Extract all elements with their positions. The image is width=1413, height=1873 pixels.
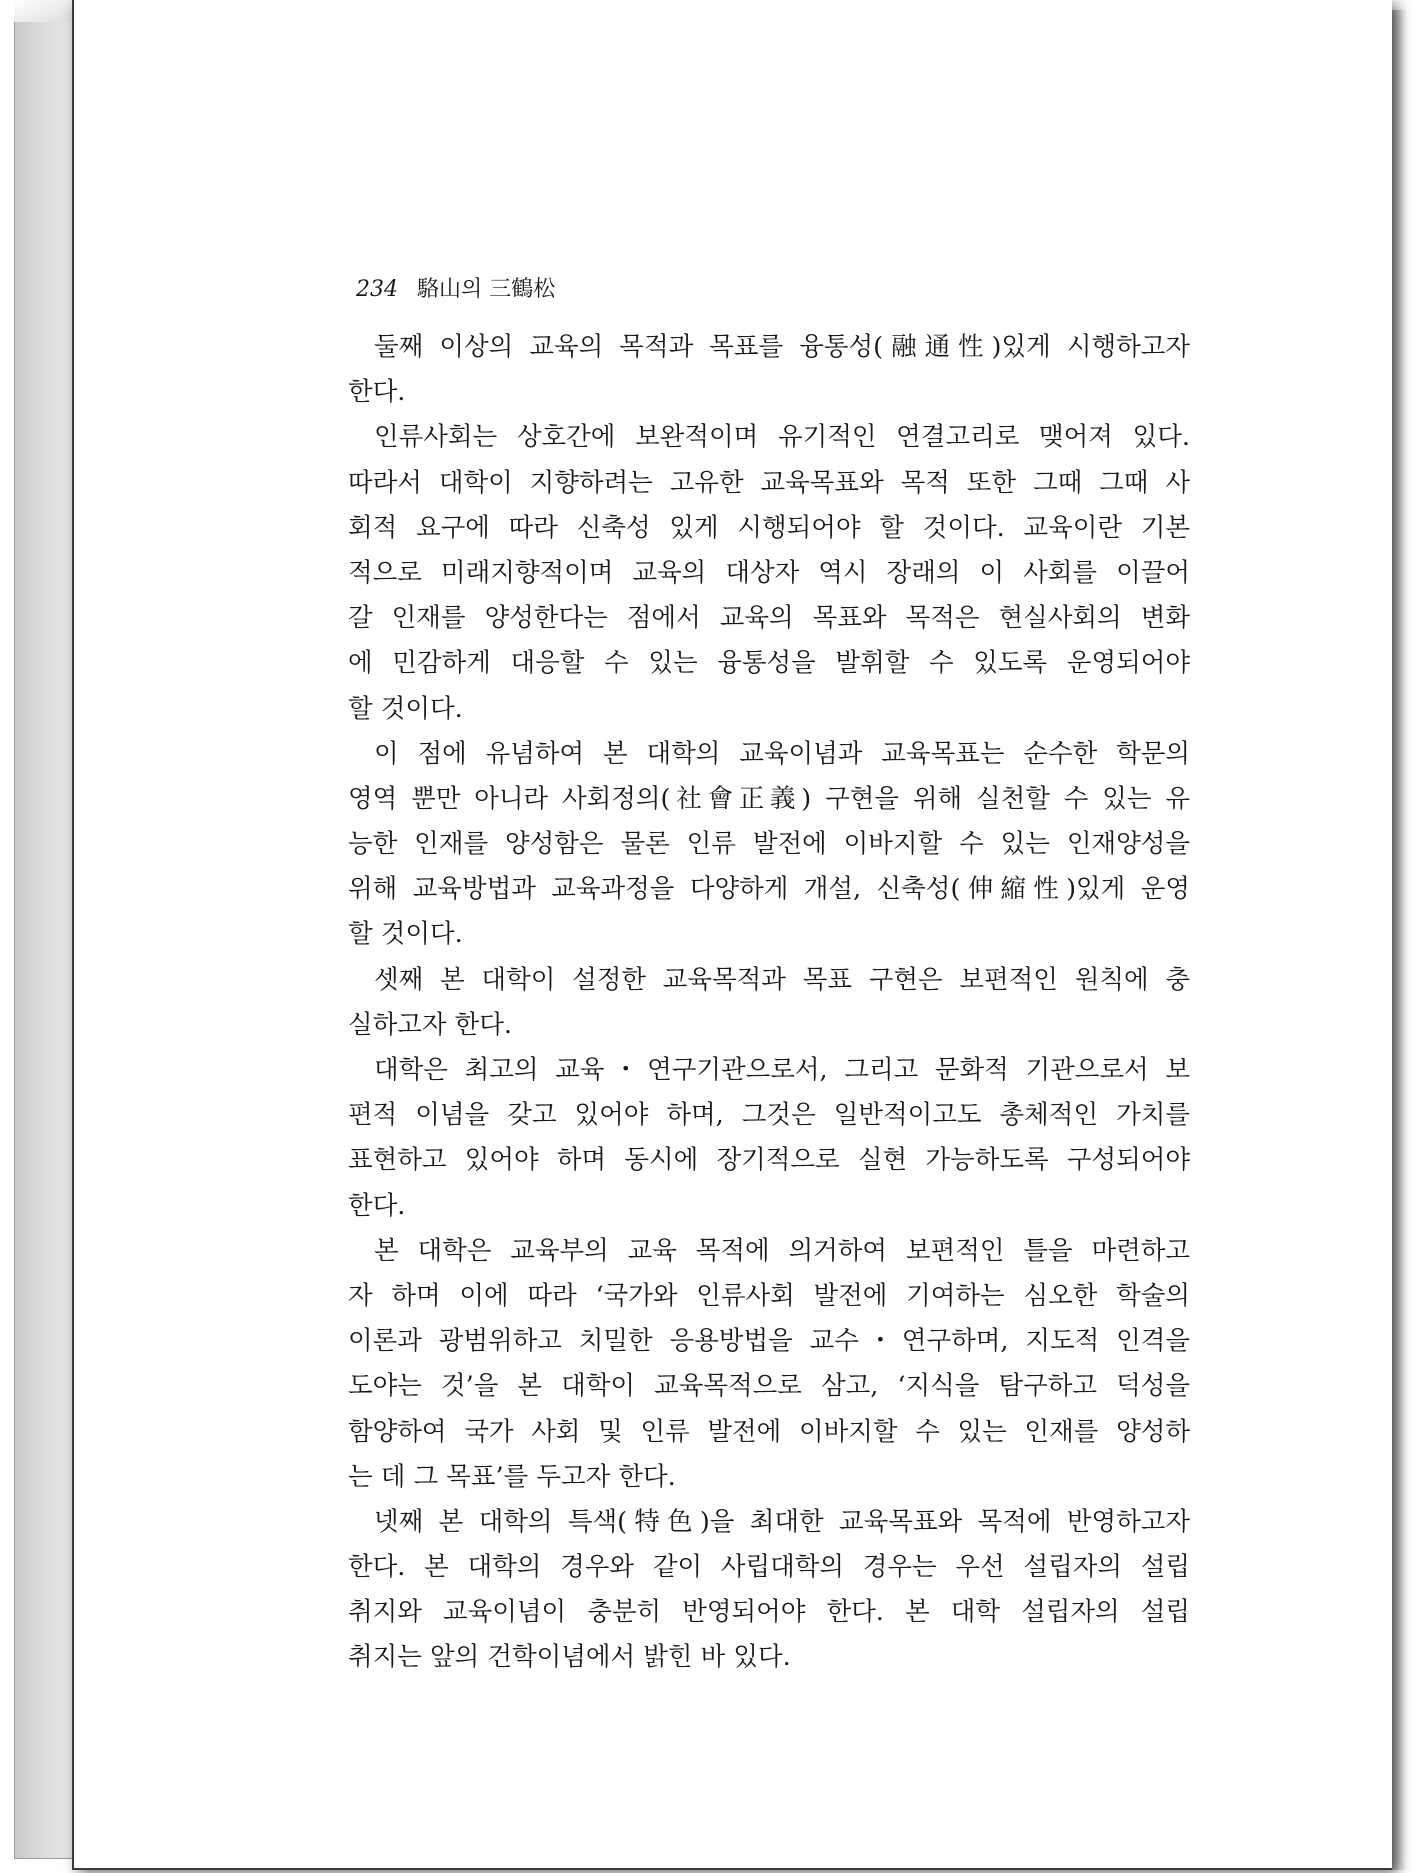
text-line: 할 것이다. [348,693,463,724]
text-line: 갈 인재를 양성한다는 점에서 교육의 목표와 목적은 현실사회의 변화 [348,603,1190,634]
body-text [348,325,1190,1681]
page-shadow [1390,10,1406,1870]
text-line: 이론과 광범위하고 치밀한 응용방법을 교수・연구하며, 지도적 인격을 [348,1326,1190,1357]
text-line: 도야는 것’을 본 대학이 교육목적으로 삼고, ‘지식을 탐구하고 덕성을 [348,1371,1190,1402]
text-line: 함양하여 국가 사회 및 인류 발전에 이바지할 수 있는 인재를 양성하 [348,1416,1190,1447]
text-line: 둘째 이상의 교육의 목적과 목표를 융통성(融通性)있게 시행하고자 [374,332,1190,362]
text-line: 실하고자 한다. [348,1009,513,1040]
text-line: 취지와 교육이념이 충분히 반영되어야 한다. 본 대학 설립자의 설립 [348,1597,1190,1628]
text-line: 적으로 미래지향적이며 교육의 대상자 역시 장래의 이 사회를 이끌어 [348,557,1190,588]
text-line: 회적 요구에 따라 신축성 있게 시행되어야 할 것이다. 교육이란 기본 [348,512,1190,543]
running-head [356,272,555,303]
text-line: 자 하며 이에 따라 ‘국가와 인류사회 발전에 기여하는 심오한 학술의 [348,1280,1190,1311]
page-number: 234 [356,277,398,302]
book-spine-edge [14,22,77,1859]
text-line: 셋째 본 대학이 설정한 교육목적과 목표 구현은 보편적인 원칙에 충 [374,964,1190,995]
text-line: 넷째 본 대학의 특색(特色)을 최대한 교육목표와 목적에 반영하고자 [374,1506,1190,1537]
text-line: 에 민감하게 대응할 수 있는 융통성을 발휘할 수 있도록 운영되어야 [348,648,1190,679]
text-line: 인류사회는 상호간에 보완적이며 유기적인 연결고리로 맺어져 있다. [374,422,1190,453]
text-line: 대학은 최고의 교육・연구기관으로서, 그리고 문화적 기관으로서 보 [374,1055,1190,1085]
text-line: 위해 교육방법과 교육과정을 다양하게 개설, 신축성(伸縮性)있게 운영 [348,874,1190,905]
text-line: 영역 뿐만 아니라 사회정의(社會正義) 구현을 위해 실천할 수 있는 유 [348,783,1190,814]
text-line: 할 것이다. [348,919,463,950]
text-line: 이 점에 유념하여 본 대학의 교육이념과 교육목표는 순수한 학문의 [374,738,1190,769]
text-line: 따라서 대학이 지향하려는 고유한 교육목표와 목적 또한 그때 그때 사 [348,467,1190,498]
text-line: 는 데 그 목표’를 두고자 한다. [348,1461,676,1492]
text-line: 본 대학은 교육부의 교육 목적에 의거하여 보편적인 틀을 마련하고 [374,1235,1190,1266]
text-line: 한다. [348,1190,406,1221]
text-line: 표현하고 있어야 하며 동시에 장기적으로 실현 가능하도록 구성되어야 [348,1145,1190,1176]
text-line: 능한 인재를 양성함은 물론 인류 발전에 이바지할 수 있는 인재양성을 [348,829,1190,860]
book-title: 駱山의 三鶴松 [417,277,556,302]
text-line: 편적 이념을 갖고 있어야 하며, 그것은 일반적이고도 총체적인 가치를 [348,1100,1190,1131]
text-line: 취지는 앞의 건학이념에서 밝힌 바 있다. [348,1642,791,1673]
text-line: 한다. [348,377,406,408]
text-line: 한다. 본 대학의 경우와 같이 사립대학의 경우는 우선 설립자의 설립 [348,1552,1190,1583]
